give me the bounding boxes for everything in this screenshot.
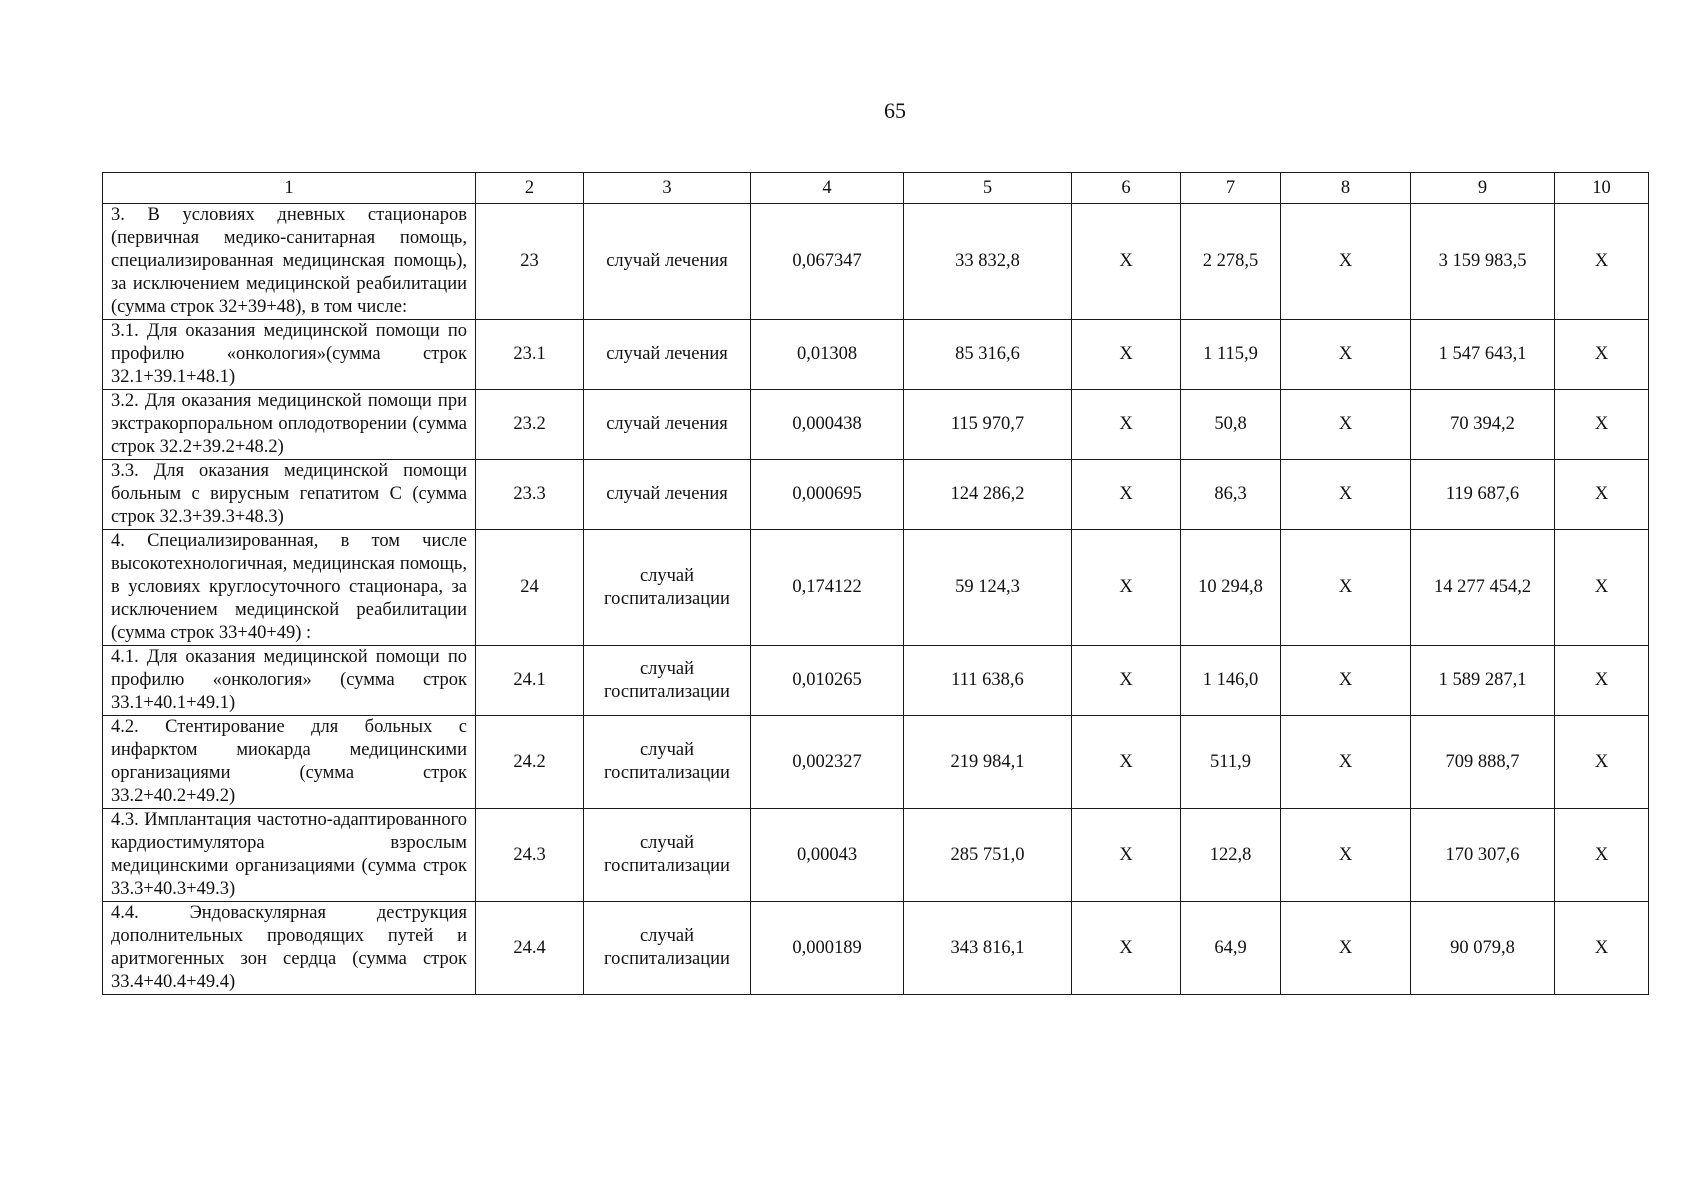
table-row — [103, 809, 1649, 902]
table-cell: 1 547 643,1 — [1411, 320, 1555, 390]
unit-cell: случай лечения — [584, 460, 751, 530]
table-cell: 10 294,8 — [1181, 530, 1281, 646]
row-description: 4. Специализированная, в том числе высокотехнологичная, медицинская помощь, в условиях круглосуточного стационара, за исключением медицинской реабилитации (сумма строк 33+40+49) : — [103, 530, 476, 646]
table-header-row — [103, 173, 1649, 204]
table-cell: 285 751,0 — [904, 809, 1072, 902]
table-cell: Х — [1072, 204, 1181, 320]
column-header: 9 — [1411, 173, 1555, 204]
table-cell: 64,9 — [1181, 902, 1281, 995]
column-header: 5 — [904, 173, 1072, 204]
table-cell: 0,000438 — [751, 390, 904, 460]
row-description: 3.3. Для оказания медицинской помощи больным с вирусным гепатитом С (сумма строк 32.3+39.3+48.3) — [103, 460, 476, 530]
unit-cell: случай госпитализации — [584, 809, 751, 902]
unit-cell: случай госпитализации — [584, 716, 751, 809]
table-cell: Х — [1281, 320, 1411, 390]
table-cell: 3 159 983,5 — [1411, 204, 1555, 320]
table-cell: 50,8 — [1181, 390, 1281, 460]
table-cell: Х — [1555, 460, 1649, 530]
row-number: 24.1 — [476, 646, 584, 716]
table-cell: Х — [1555, 204, 1649, 320]
table-cell: Х — [1281, 902, 1411, 995]
table-cell: Х — [1072, 809, 1181, 902]
table-cell: 0,01308 — [751, 320, 904, 390]
table-row — [103, 902, 1649, 995]
table-cell: Х — [1281, 530, 1411, 646]
table-row — [103, 204, 1649, 320]
table-cell: 1 589 287,1 — [1411, 646, 1555, 716]
row-number: 24.3 — [476, 809, 584, 902]
table-cell: 2 278,5 — [1181, 204, 1281, 320]
table-cell: 33 832,8 — [904, 204, 1072, 320]
table-cell: 111 638,6 — [904, 646, 1072, 716]
table-row — [103, 646, 1649, 716]
table-row — [103, 460, 1649, 530]
table-cell: 0,00043 — [751, 809, 904, 902]
table-cell: Х — [1281, 646, 1411, 716]
table-cell: 1 146,0 — [1181, 646, 1281, 716]
table-cell: 70 394,2 — [1411, 390, 1555, 460]
table-cell: 219 984,1 — [904, 716, 1072, 809]
table-cell: 343 816,1 — [904, 902, 1072, 995]
table-row — [103, 530, 1649, 646]
table-cell: 115 970,7 — [904, 390, 1072, 460]
table-cell: 124 286,2 — [904, 460, 1072, 530]
unit-cell: случай лечения — [584, 390, 751, 460]
row-description: 3.1. Для оказания медицинской помощи по профилю «онкология»(сумма строк 32.1+39.1+48.1) — [103, 320, 476, 390]
table-cell: Х — [1072, 460, 1181, 530]
table-cell: Х — [1281, 809, 1411, 902]
table-row — [103, 716, 1649, 809]
table-cell: 85 316,6 — [904, 320, 1072, 390]
row-number: 24.4 — [476, 902, 584, 995]
table-cell: Х — [1072, 902, 1181, 995]
table-cell: Х — [1072, 716, 1181, 809]
table-cell: Х — [1072, 320, 1181, 390]
column-header: 2 — [476, 173, 584, 204]
table-cell: 14 277 454,2 — [1411, 530, 1555, 646]
table-cell: Х — [1555, 809, 1649, 902]
page-number: 65 — [884, 98, 906, 123]
row-description: 4.2. Стентирование для больных с инфарктом миокарда медицинскими организациями (сумма строк 33.2+40.2+49.2) — [103, 716, 476, 809]
table-cell: 709 888,7 — [1411, 716, 1555, 809]
row-number: 24 — [476, 530, 584, 646]
table-row — [103, 390, 1649, 460]
column-header: 10 — [1555, 173, 1649, 204]
column-header: 3 — [584, 173, 751, 204]
table-cell: 122,8 — [1181, 809, 1281, 902]
table-cell: Х — [1281, 716, 1411, 809]
unit-cell: случай лечения — [584, 204, 751, 320]
row-description: 4.1. Для оказания медицинской помощи по профилю «онкология» (сумма строк 33.1+40.1+49.1) — [103, 646, 476, 716]
table-cell: 0,000189 — [751, 902, 904, 995]
table-cell: 0,010265 — [751, 646, 904, 716]
table-cell: 90 079,8 — [1411, 902, 1555, 995]
unit-cell: случай госпитализации — [584, 530, 751, 646]
table-cell: Х — [1281, 390, 1411, 460]
table-cell: Х — [1281, 460, 1411, 530]
table-cell: Х — [1072, 646, 1181, 716]
column-header: 1 — [103, 173, 476, 204]
row-number: 23.3 — [476, 460, 584, 530]
table-cell: 119 687,6 — [1411, 460, 1555, 530]
row-description: 4.3. Имплантация частотно-адаптированного кардиостимулятора взрослым медицинскими организациями (сумма строк 33.3+40.3+49.3) — [103, 809, 476, 902]
row-description: 3.2. Для оказания медицинской помощи при экстракорпоральном оплодотворении (сумма строк 32.2+39.2+48.2) — [103, 390, 476, 460]
table-cell: Х — [1555, 390, 1649, 460]
table-cell: 1 115,9 — [1181, 320, 1281, 390]
table-cell: Х — [1555, 530, 1649, 646]
table-cell: Х — [1555, 320, 1649, 390]
row-number: 23.2 — [476, 390, 584, 460]
table-cell: Х — [1281, 204, 1411, 320]
column-header: 4 — [751, 173, 904, 204]
table-cell: 0,000695 — [751, 460, 904, 530]
unit-cell: случай госпитализации — [584, 646, 751, 716]
row-description: 3. В условиях дневных стационаров (первичная медико-санитарная помощь, специализированная медицинская помощь), за исключением медицинской реабилитации (сумма строк 32+39+48), в том числе: — [103, 204, 476, 320]
table-cell: 0,174122 — [751, 530, 904, 646]
table-cell: 86,3 — [1181, 460, 1281, 530]
data-table — [102, 172, 1649, 995]
unit-cell: случай лечения — [584, 320, 751, 390]
table-cell: 170 307,6 — [1411, 809, 1555, 902]
table-cell: Х — [1555, 716, 1649, 809]
row-number: 24.2 — [476, 716, 584, 809]
unit-cell: случай госпитализации — [584, 902, 751, 995]
table-cell: 59 124,3 — [904, 530, 1072, 646]
table-cell: Х — [1555, 646, 1649, 716]
table-cell: 0,067347 — [751, 204, 904, 320]
row-number: 23.1 — [476, 320, 584, 390]
table-cell: 511,9 — [1181, 716, 1281, 809]
column-header: 6 — [1072, 173, 1181, 204]
table-cell: Х — [1555, 902, 1649, 995]
column-header: 8 — [1281, 173, 1411, 204]
table-cell: Х — [1072, 390, 1181, 460]
column-header: 7 — [1181, 173, 1281, 204]
table-row — [103, 320, 1649, 390]
row-description: 4.4. Эндоваскулярная деструкция дополнительных проводящих путей и аритмогенных зон сердца (сумма строк 33.4+40.4+49.4) — [103, 902, 476, 995]
row-number: 23 — [476, 204, 584, 320]
table-cell: 0,002327 — [751, 716, 904, 809]
table-cell: Х — [1072, 530, 1181, 646]
